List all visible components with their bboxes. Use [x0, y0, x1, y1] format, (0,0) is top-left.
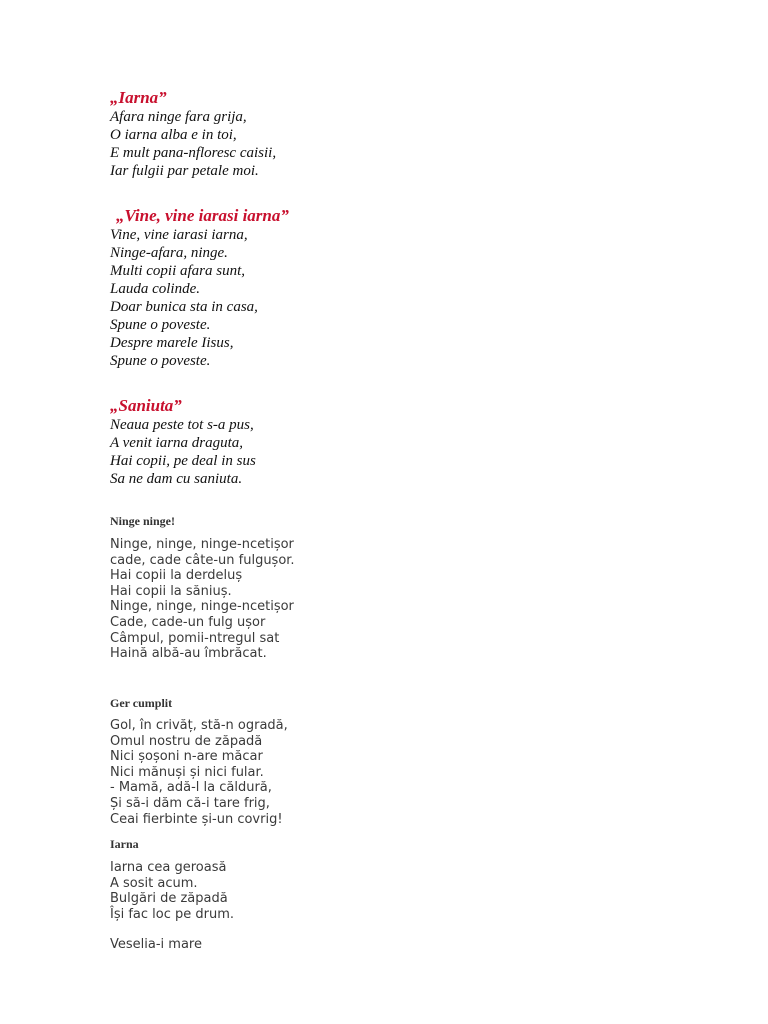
poem-line: Iarna cea geroasă [110, 860, 227, 875]
poem-line: Multi copii afara sunt, [110, 263, 245, 279]
poem-vine-iarna [112, 206, 289, 370]
poem-saniuta [110, 396, 256, 488]
poem-ninge-ninge [110, 513, 175, 529]
poem-line: Hai copii, pe deal in sus [110, 453, 256, 469]
poem-line: Ceai fierbinte și-un covrig! [110, 811, 283, 827]
poem-line: Vine, vine iarasi iarna, [110, 227, 248, 243]
poem-ninge-ninge-body [110, 537, 295, 662]
poem-line: Despre marele Iisus, [110, 335, 234, 351]
poem-title: „Iarna” [110, 88, 167, 107]
poem-line: Nici șoșoni n-are măcar [110, 749, 263, 765]
poem-line: Neaua peste tot s-a pus, [110, 417, 254, 433]
poem-iarna-2-continued [110, 937, 202, 953]
poem-line: Cade, cade-un fulg ușor [110, 614, 266, 630]
poem-line: Spune o poveste. [110, 353, 211, 369]
poem-iarna-2 [110, 836, 139, 852]
poem-line: Afara ninge fara grija, [110, 109, 247, 125]
poem-line: A sosit acum. [110, 875, 198, 891]
poem-line: O iarna alba e in toi, [110, 127, 237, 143]
poem-line: Spune o poveste. [110, 317, 211, 333]
poem-line: Doar bunica sta in casa, [110, 299, 258, 315]
poem-title: Ger cumplit [110, 696, 173, 710]
poem-line: Și să-i dăm că-i tare frig, [110, 795, 270, 811]
poem-line: Bulgări de zăpadă [110, 891, 228, 907]
poem-line: A venit iarna draguta, [110, 435, 244, 451]
poem-line: Nici mănuși și nici fular. [110, 764, 264, 780]
poem-line: Omul nostru de zăpadă [110, 733, 263, 749]
poem-title: „Vine, vine iarasi iarna” [116, 206, 289, 225]
poem-title: Ninge ninge! [110, 514, 176, 528]
poem-line: Lauda colinde. [110, 281, 200, 297]
poem-title: „Saniuta” [110, 396, 182, 415]
poem-line: Veselia-i mare [110, 937, 202, 952]
poem-ger-cumplit [110, 695, 172, 711]
poem-line: Iar fulgii par petale moi. [110, 163, 259, 179]
poem-line: - Mamă, adă-l la căldură, [110, 780, 272, 796]
poem-ger-cumplit-body [110, 718, 288, 827]
poem-line: Hai copii la derdeluș [110, 568, 243, 584]
poem-line: E mult pana-nfloresc caisii, [110, 145, 277, 161]
poem-line: Își fac loc pe drum. [110, 906, 235, 922]
poem-line: Ninge, ninge, ninge-ncetișor [110, 599, 294, 615]
poem-line: Ninge-afara, ninge. [110, 245, 228, 261]
poem-line: Ninge, ninge, ninge-ncetișor [110, 537, 294, 552]
poem-iarna [110, 88, 276, 180]
poem-line: Haină albă-au îmbrăcat. [110, 646, 267, 662]
poem-iarna-2-body [110, 860, 234, 922]
poem-line: Câmpul, pomii-ntregul sat [110, 630, 280, 646]
poem-line: Gol, în crivăț, stă-n ogradă, [110, 718, 288, 733]
poem-title: Iarna [110, 837, 139, 851]
poem-line: Hai copii la săniuș. [110, 583, 232, 599]
poem-line: cade, cade câte-un fulgușor. [110, 552, 295, 568]
poem-line: Sa ne dam cu saniuta. [110, 471, 243, 487]
